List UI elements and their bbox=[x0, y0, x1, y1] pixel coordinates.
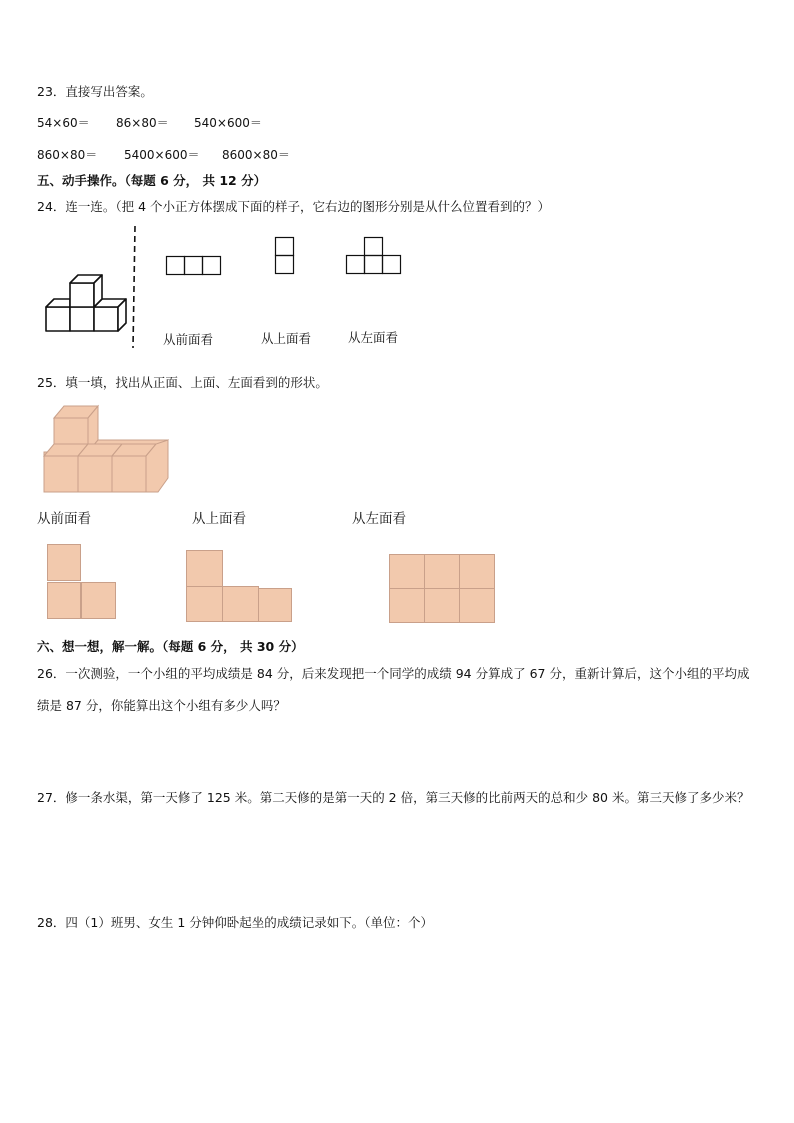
q23-expr-4: 860×80＝ bbox=[37, 148, 98, 162]
q25-view-left bbox=[389, 554, 497, 624]
section-6-heading: 六、想一想，解一解。（每题 6 分， 共 30 分） bbox=[37, 639, 304, 654]
q27-text: 27．修一条水渠，第一天修了 125 米。第二天修的是第一天的 2 倍，第三天修的比前两天的总和少 80 米。第三天修了多少米？ bbox=[37, 790, 750, 805]
q25-label-left: 从左面看 bbox=[352, 511, 406, 527]
q24-dashed-divider bbox=[132, 226, 138, 348]
section-5-heading: 五、动手操作。（每题 6 分， 共 12 分） bbox=[37, 173, 267, 188]
q23-expr-1: 54×60＝ bbox=[37, 116, 90, 130]
q24-label-top: 从上面看 bbox=[261, 331, 312, 346]
q28-text: 28．四（1）班男、女生 1 分钟仰卧起坐的成绩记录如下。（单位：个） bbox=[37, 915, 434, 930]
q24-title: 24．连一连。（把 4 个小正方体摆成下面的样子，它右边的图形分别是从什么位置看到的？） bbox=[37, 199, 551, 214]
q24-view-c bbox=[346, 237, 402, 275]
q24-label-left: 从左面看 bbox=[348, 330, 399, 345]
q24-view-a bbox=[166, 256, 222, 276]
q23-expr-6: 8600×80＝ bbox=[222, 148, 290, 162]
q23-expr-2: 86×80＝ bbox=[116, 116, 169, 130]
q25-isometric-cubes bbox=[44, 402, 174, 494]
q24-view-b bbox=[275, 237, 295, 275]
q23-title: 23．直接写出答案。 bbox=[37, 84, 153, 99]
q24-isometric-cubes bbox=[40, 235, 130, 345]
q25-title: 25．填一填，找出从正面、上面、左面看到的形状。 bbox=[37, 375, 328, 390]
q25-label-top: 从上面看 bbox=[192, 511, 246, 527]
q25-view-top bbox=[186, 550, 294, 624]
q24-label-front: 从前面看 bbox=[163, 332, 214, 347]
q23-expr-5: 5400×600＝ bbox=[124, 148, 200, 162]
q25-label-front: 从前面看 bbox=[37, 511, 91, 527]
q25-view-front bbox=[47, 544, 117, 624]
q26-text: 26．一次测验，一个小组的平均成绩是 84 分，后来发现把一个同学的成绩 94 分算成了 67 分，重新计算后，这个小组的平均成绩是 87 分，你能算出这个小组有多少人吗？ bbox=[37, 666, 750, 713]
q23-expr-3: 540×600＝ bbox=[194, 116, 262, 130]
